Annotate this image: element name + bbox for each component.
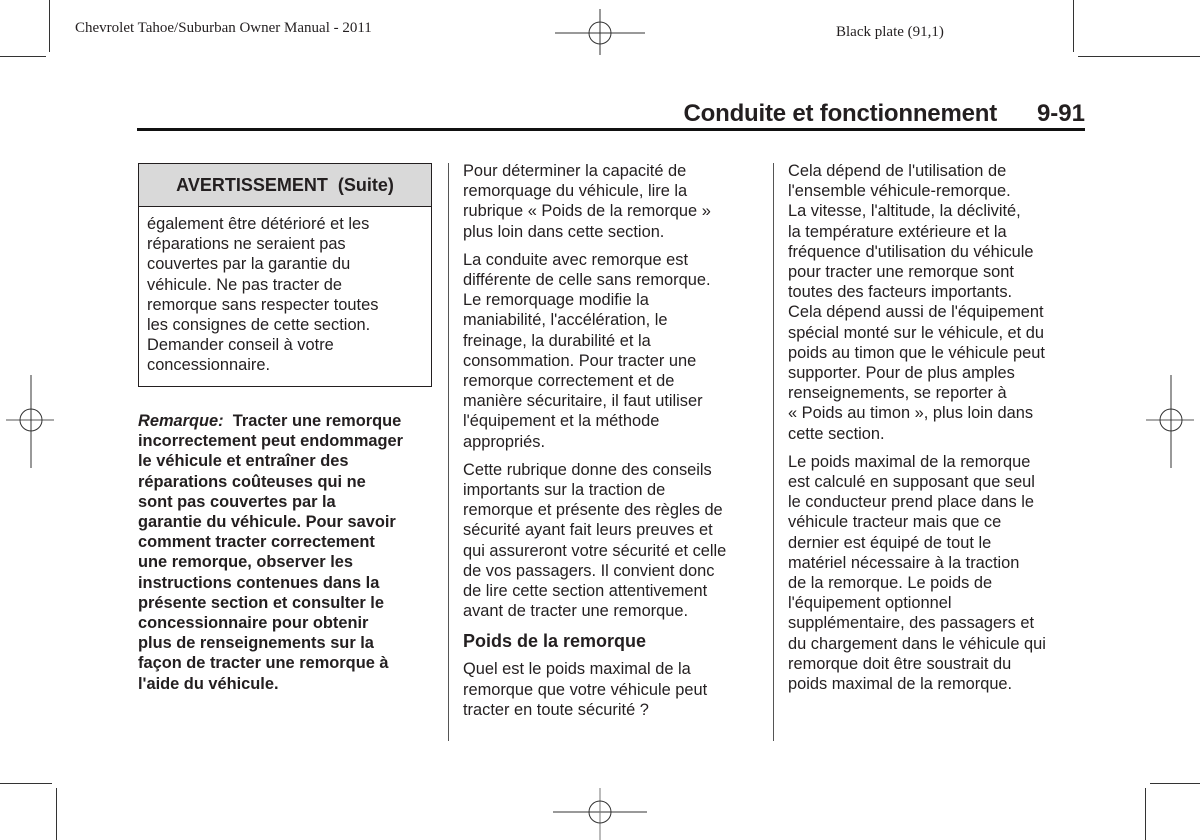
note-line: façon de tracter une remorque à [138,654,389,673]
text-line: l'équipement optionnel [788,594,952,613]
text-line: plus loin dans cette section. [463,222,665,241]
column-divider-1 [448,163,449,741]
note-line: comment tracter correctement [138,533,375,552]
warning-line: couvertes par la garantie du [147,255,351,274]
text-line: consommation. Pour tracter une [463,351,697,370]
text-line: Pour déterminer la capacité de [463,162,687,180]
warning-box [138,163,432,387]
crop-mark-tl-v [49,0,50,52]
text-line: rubrique « Poids de la remorque » [463,202,711,221]
registration-mark-left [4,372,54,468]
warning-line: Demander conseil à votre [147,336,334,355]
note-line: présente section et consulter le [138,593,384,612]
registration-mark-top [555,5,645,55]
paragraph [463,250,768,452]
crop-mark-br-h [1150,783,1200,784]
text-line: remorquage du véhicule, lire la [463,182,688,201]
column-3 [788,161,1093,702]
note-line: instructions contenues dans la [138,573,380,592]
text-line: Le poids maximal de la remorque [788,452,1031,471]
text-line: tracter en toute sécurité ? [463,700,649,719]
text-line: freinage, la durabilité et la [463,331,651,350]
text-line: qui assureront votre sécurité et celle [463,541,727,560]
warning-heading: AVERTISSEMENT (Suite) [139,164,431,207]
column-divider-2 [773,163,774,741]
warning-line: les consignes de cette section. [147,316,371,335]
warning-body [139,207,431,376]
text-line: de la remorque. Le poids de [788,574,993,593]
warning-line: concessionnaire. [147,356,271,375]
text-line: l'équipement et la méthode [463,412,660,431]
text-line: fréquence d'utilisation du véhicule [788,242,1034,261]
text-line: poids maximal de la remorque. [788,675,1013,694]
warning-line: réparations ne seraient pas [147,235,346,254]
text-line: avant de tracter une remorque. [463,602,689,621]
section-title: Conduite et fonctionnement [683,100,997,127]
text-line: remorque que votre véhicule peut [463,680,708,699]
text-line: spécial monté sur le véhicule, et du [788,323,1045,342]
text-line: maniabilité, l'accélération, le [463,311,668,330]
text-line: pour tracter une remorque sont [788,263,1014,282]
note-line: plus de renseignements sur la [138,634,374,653]
text-line: est calculé en supposant que seul [788,473,1035,492]
text-line: « Poids au timon », plus loin dans [788,404,1034,423]
text-line: toutes des facteurs importants. [788,283,1013,302]
text-line: matériel nécessaire à la traction [788,553,1020,572]
crop-mark-bl-h [0,783,52,784]
registration-mark-bottom [553,785,647,840]
paragraph [463,161,768,242]
paragraph [463,659,768,720]
warning-line: véhicule. Ne pas tracter de [147,275,342,294]
column-2 [463,161,768,728]
note-line: le véhicule et entraîner des [138,452,349,471]
text-line: cette section. [788,424,885,443]
note-paragraph [138,411,443,694]
plate-label: Black plate (91,1) [836,24,944,40]
text-line: Quel est le poids maximal de la [463,660,691,679]
warning-line: remorque sans respecter toutes [147,295,379,314]
text-line: du chargement dans le véhicule qui [788,634,1046,653]
text-line: dernier est équipé de tout le [788,533,992,552]
note-label: Remarque: [138,412,224,430]
page-number: 9-91 [1036,100,1085,127]
text-line: Cela dépend de l'utilisation de [788,162,1007,180]
paragraph [788,452,1093,694]
text-line: de lire cette section attentivement [463,582,708,601]
text-line: manière sécuritaire, il faut utiliser [463,392,703,411]
header-rule [137,128,1085,131]
crop-mark-tr-h [1078,56,1200,57]
paragraph [788,161,1093,444]
text-line: le conducteur prend place dans le [788,493,1035,512]
text-line: de vos passagers. Il convient donc [463,561,715,580]
note-line: garantie du véhicule. Pour savoir [138,513,396,532]
text-line: importants sur la traction de [463,481,666,500]
text-line: remorque correctement et de [463,372,675,391]
note-line: Tracter une remorque [232,412,402,430]
note-line: incorrectement peut endommager [138,432,404,451]
crop-mark-tr-v [1073,0,1074,52]
text-line: différente de celle sans remorque. [463,271,711,290]
text-line: remorque doit être soustrait du [788,654,1012,673]
text-line: la température extérieure et la [788,222,1007,241]
note-line: réparations coûteuses qui ne [138,472,366,491]
note-line: sont pas couvertes par la [138,492,336,511]
warning-line: également être détérioré et les [147,215,370,233]
text-line: l'ensemble véhicule-remorque. [788,182,1011,201]
registration-mark-right [1146,372,1196,468]
text-line: Cela dépend aussi de l'équipement [788,303,1044,322]
subheading: Poids de la remorque [463,631,647,652]
text-line: La conduite avec remorque est [463,250,689,269]
text-line: Le remorquage modifie la [463,291,649,310]
text-line: Cette rubrique donne des conseils [463,460,712,479]
text-line: appropriés. [463,432,546,451]
crop-mark-bl-v [56,788,57,840]
crop-mark-br-v [1145,788,1146,840]
note-line: concessionnaire pour obtenir [138,614,369,633]
note-line: une remorque, observer les [138,553,353,572]
text-line: sécurité ayant fait leurs preuves et [463,521,713,540]
text-line: véhicule tracteur mais que ce [788,513,1002,532]
text-line: renseignements, se reporter à [788,384,1007,403]
text-line: supporter. Pour de plus amples [788,364,1015,383]
section-header [137,100,1085,130]
manual-title: Chevrolet Tahoe/Suburban Owner Manual - 2011 [75,20,372,36]
paragraph [463,460,768,622]
text-line: supplémentaire, des passagers et [788,614,1035,633]
text-line: La vitesse, l'altitude, la déclivité, [788,202,1021,221]
note-line: l'aide du véhicule. [138,674,279,693]
text-line: remorque et présente des règles de [463,501,723,520]
crop-mark-tl-h [0,56,46,57]
text-line: poids au timon que le véhicule peut [788,343,1045,362]
